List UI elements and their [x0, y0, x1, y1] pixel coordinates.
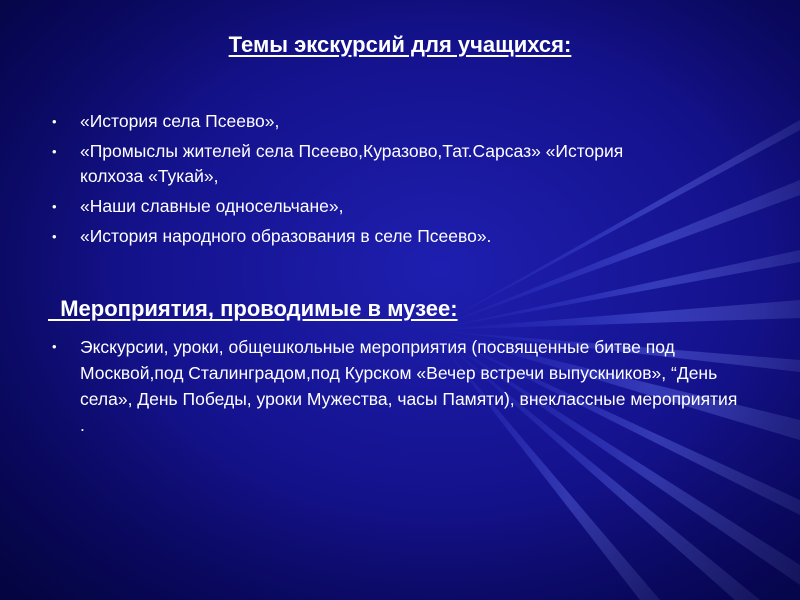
museum-events-heading: Мероприятия, проводимые в музее: [48, 296, 458, 321]
list-item [52, 334, 742, 438]
list-item [52, 139, 680, 189]
list-item [52, 109, 680, 134]
bullet-icon: • [52, 144, 57, 159]
excursion-topics-list [52, 109, 680, 254]
list-item-text: «История села Псеево», [80, 111, 280, 131]
excursion-topics-heading: Темы экскурсий для учащихся: [228, 32, 572, 57]
list-item [52, 194, 680, 219]
list-item-text: «Промыслы жителей села Псеево,Куразово,Тат.Сарсаз» «История колхоза «Тукай», [80, 141, 624, 186]
bullet-icon: • [52, 199, 57, 214]
bullet-icon: • [52, 229, 57, 244]
list-item-text: Экскурсии, уроки, общешкольные мероприятия (посвященные битве под Москвой,под Сталинградом,под Курском «Вечер встречи выпускников», “День села», День Победы, уроки Мужества, часы Памяти), внеклассные мероприятия . [80, 337, 738, 435]
bullet-icon: • [52, 114, 57, 129]
list-item [52, 224, 680, 249]
museum-events-list [52, 334, 742, 443]
list-item-text: «История народного образования в селе Псеево». [80, 226, 492, 246]
list-item-text: «Наши славные односельчане», [80, 196, 344, 216]
bullet-icon: • [52, 339, 57, 354]
